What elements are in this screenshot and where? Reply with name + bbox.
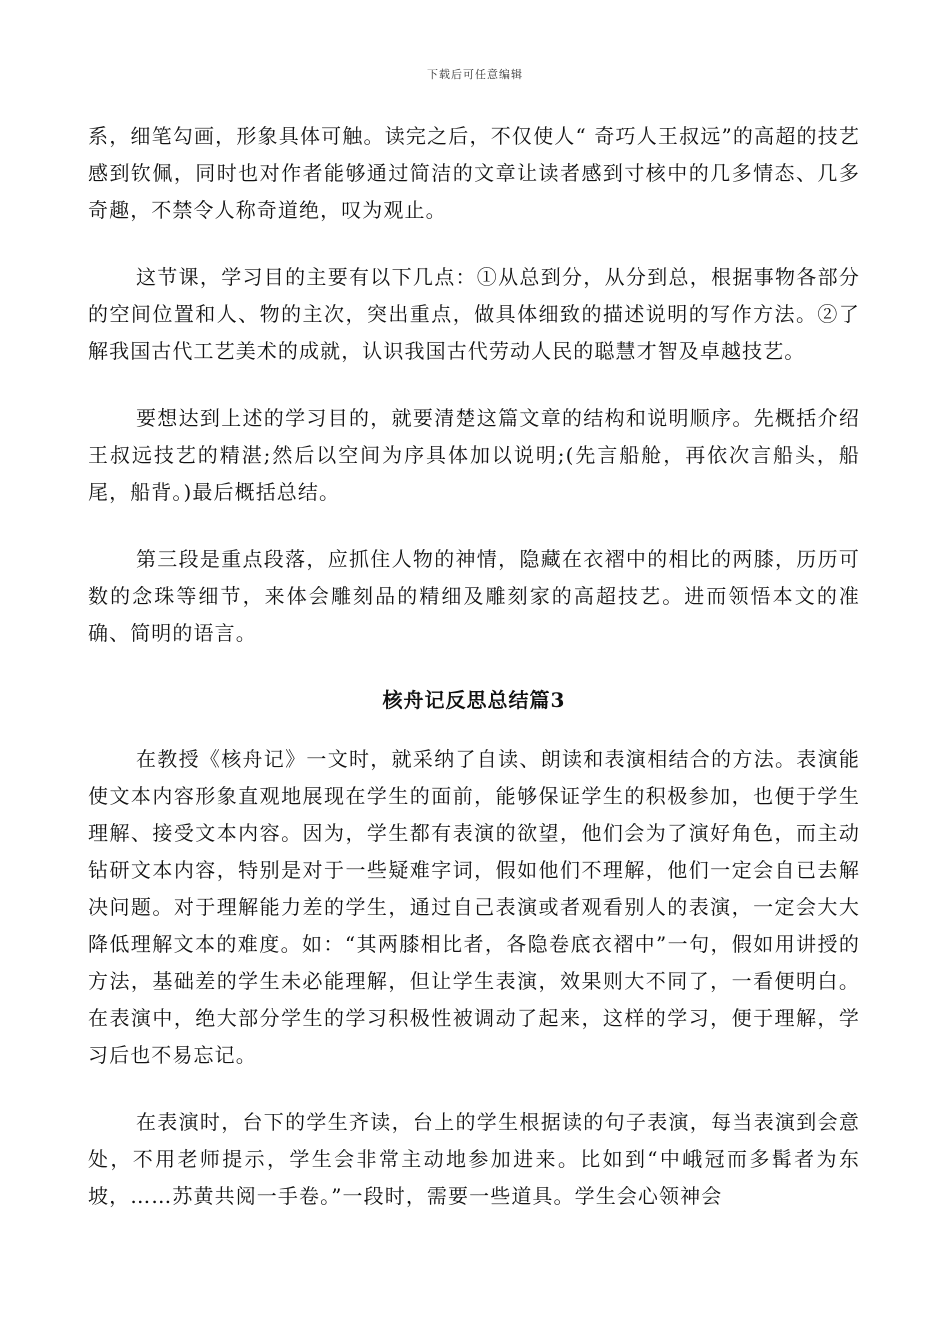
- paragraph-teaching-method: 在教授《核舟记》一文时，就采纳了自读、朗读和表演相结合的方法。表演能使文本内容形象直观地展现在学生的面前，能够保证学生的积极参加，也便于学生理解、接受文本内容。因为，学生都有表演的欲望，他们会为了演好角色，而主动钻研文本内容，特别是对于一些疑难字词，假如他们不理解，他们一定会自已去解决问题。对于理解能力差的学生，通过自己表演或者观看别人的表演，一定会大大降低理解文本的难度。如：“其两膝相比者，各隐卷底衣褶中”一句，假如用讲授的方法，基础差的学生未必能理解，但让学生表演，效果则大不同了，一看便明白。在表演中，绝大部分学生的学习积极性被调动了起来，这样的学习，便于理解，学习后也不易忘记。: [88, 747, 860, 1067]
- paragraph-performance: 在表演时，台下的学生齐读，台上的学生根据读的句子表演，每当表演到会意处，不用老师提示，学生会非常主动地参加进来。比如到“中峨冠而多髯者为东坡，……苏黄共阅一手卷。”一段时，需要一些道具。学生会心领神会: [88, 1110, 860, 1208]
- document-body: [88, 118, 860, 1245]
- paragraph-key-section: 第三段是重点段落，应抓住人物的神情，隐藏在衣褶中的相比的两膝，历历可数的念珠等细节，来体会雕刻品的精细及雕刻家的高超技艺。进而领悟本文的准确、简明的语言。: [88, 547, 860, 645]
- paragraph-learning-goals: 这节课，学习目的主要有以下几点：①从总到分，从分到总，根据事物各部分的空间位置和人、物的主次，突出重点，做具体细致的描述说明的写作方法。②了解我国古代工艺美术的成就，认识我国古代劳动人民的聪慧才智及卓越技艺。: [88, 265, 860, 363]
- paragraph-continued: 系，细笔勾画，形象具体可触。读完之后，不仅使人“ 奇巧人王叔远”的高超的技艺感到钦佩，同时也对作者能够通过简洁的文章让读者感到寸核中的几多情态、几多奇趣，不禁令人称奇道绝，叹为观止。: [88, 124, 860, 222]
- section-title: 核舟记反思总结篇3: [382, 688, 566, 712]
- page-header: 下载后可任意编辑: [427, 68, 523, 81]
- paragraph-structure: 要想达到上述的学习目的，就要清楚这篇文章的结构和说明顺序。先概括介绍王叔远技艺的精湛;然后以空间为序具体加以说明;(先言船舱，再依次言船头，船尾，船背。)最后概括总结。: [88, 406, 860, 504]
